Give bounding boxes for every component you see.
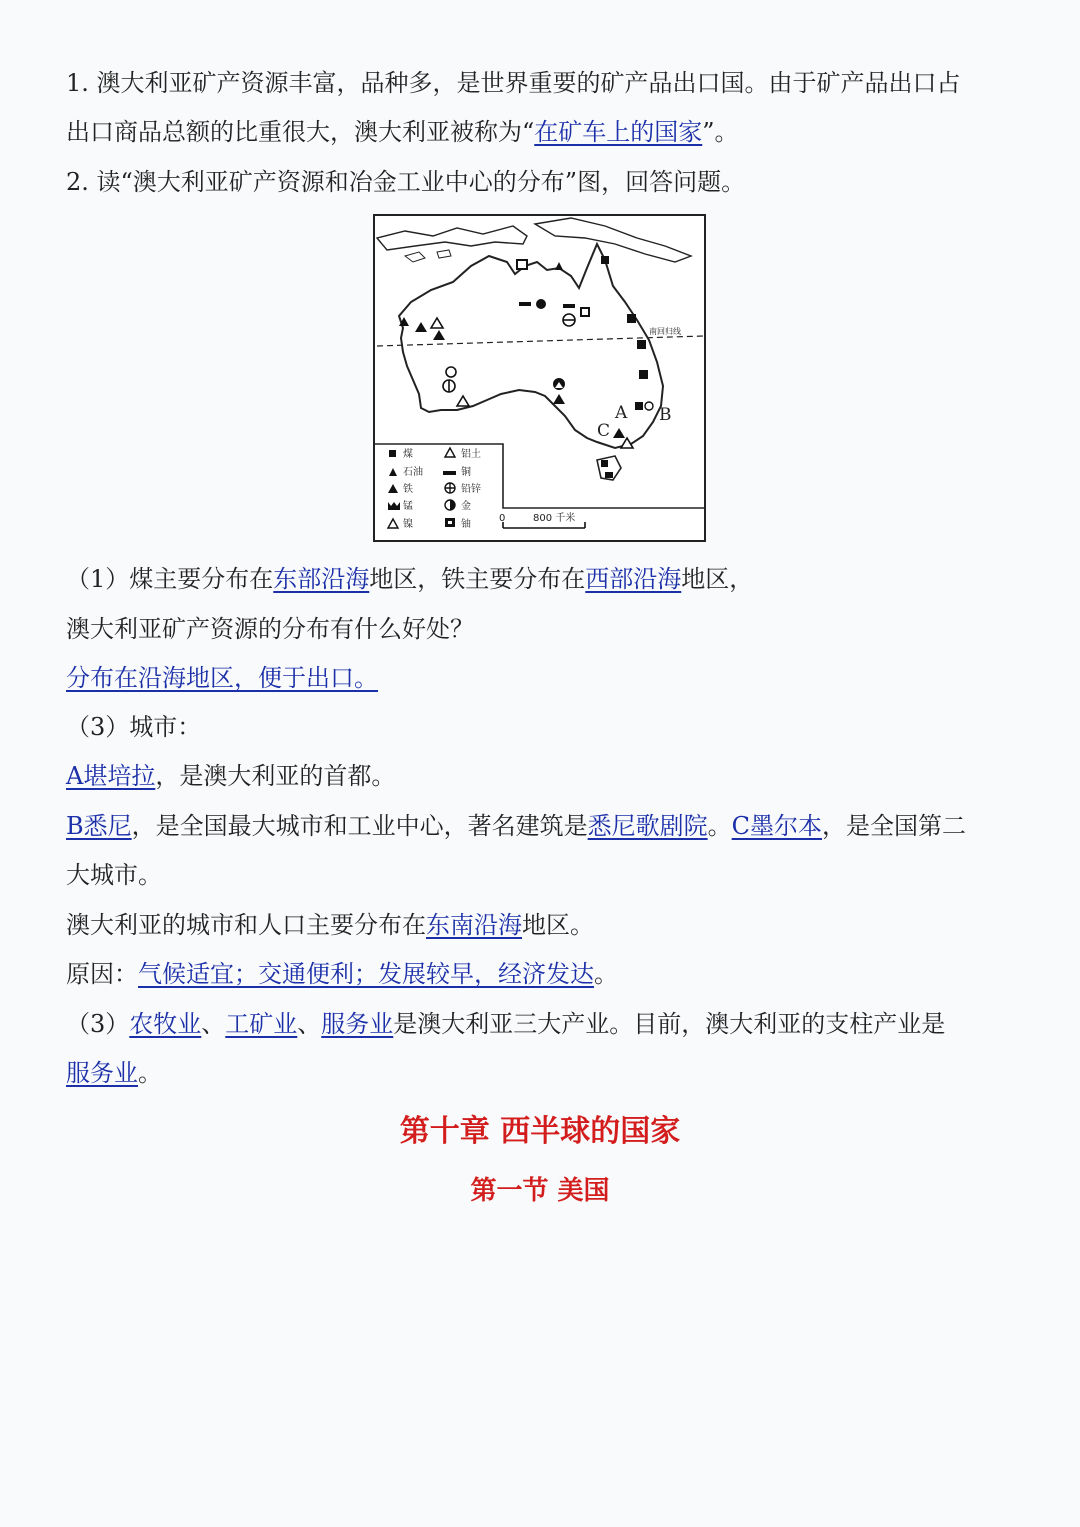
legend-gold: 金 <box>461 501 471 512</box>
legend-oil: 石油 <box>403 467 423 478</box>
p1-question: 澳大利亚矿产资源的分布有什么好处？ <box>66 615 474 643</box>
map-legend <box>388 447 481 530</box>
answer-blank: 工矿业 <box>225 1010 298 1038</box>
answer-blank: A堪培拉 <box>66 762 156 790</box>
p3-sydney: B悉尼，是全国最大城市和工业中心，著名建筑是悉尼歌剧院。C墨尔本，是全国第二 <box>66 812 967 840</box>
legend-manganese: 锰 <box>403 501 413 512</box>
city-label-b: B <box>659 405 672 425</box>
p3-canberra: A堪培拉，是澳大利亚的首都。 <box>66 762 396 790</box>
q1-line1: 1. 澳大利亚矿产资源丰富，品种多，是世界重要的矿产品出口国。由于矿产品出口占 <box>66 69 961 97</box>
answer-blank: B悉尼 <box>66 812 132 840</box>
legend-iron: 铁 <box>403 484 413 495</box>
p4-pillar: 服务业。 <box>66 1059 162 1087</box>
p3-heading: （3）城市： <box>66 713 202 741</box>
answer-blank: 气候适宜；交通便利；发展较早，经济发达 <box>138 960 594 988</box>
answer-blank: 悉尼歌剧院 <box>587 812 708 840</box>
p3-melbourne-cont: 大城市。 <box>66 861 162 889</box>
australia-minerals-map <box>373 214 706 542</box>
legend-nickel: 镍 <box>403 519 413 530</box>
answer-blank: 服务业 <box>321 1010 394 1038</box>
svg-text:800 千米: 800 千米 <box>533 513 576 524</box>
city-label-c: C <box>597 421 611 441</box>
section-title: 第一节 美国 <box>470 1176 610 1206</box>
answer-blank: 西部沿海 <box>585 565 682 593</box>
legend-lead-zinc: 铅锌 <box>461 484 481 495</box>
tropic-label: 南回归线 <box>649 327 681 336</box>
answer-blank: 农牧业 <box>129 1010 202 1038</box>
answer-blank: C墨尔本 <box>731 812 823 840</box>
p4-industries: （3）农牧业、工矿业、服务业是澳大利亚三大产业。目前，澳大利亚的支柱产业是 <box>66 1010 946 1038</box>
legend-coal: 煤 <box>403 449 413 460</box>
p3-distribution: 澳大利亚的城市和人口主要分布在东南沿海地区。 <box>66 911 594 939</box>
p1-line1: （1）煤主要分布在东部沿海地区，铁主要分布在西部沿海地区， <box>66 565 754 593</box>
p3-reason: 原因：气候适宜；交通便利；发展较早，经济发达。 <box>66 960 618 988</box>
answer-blank: 分布在沿海地区，便于出口。 <box>66 664 378 692</box>
legend-bauxite: 铝土 <box>461 449 481 460</box>
map-scale-bar <box>499 511 585 528</box>
answer-blank: 在矿车上的国家 <box>534 118 703 146</box>
answer-blank: 东部沿海 <box>273 565 370 593</box>
q1-line2: 出口商品总额的比重很大，澳大利亚被称为“在矿车上的国家”。 <box>66 118 739 146</box>
q2-intro: 2. 读“澳大利亚矿产资源和冶金工业中心的分布”图，回答问题。 <box>66 168 746 196</box>
city-label-a: A <box>615 403 628 423</box>
legend-uranium: 铀 <box>461 519 471 530</box>
answer-blank: 东南沿海 <box>426 911 522 939</box>
answer-blank: 服务业 <box>66 1059 138 1087</box>
legend-copper: 铜 <box>461 467 471 478</box>
chapter-title: 第十章 西半球的国家 <box>399 1114 681 1149</box>
p1-answer <box>66 661 1020 695</box>
svg-text:0: 0 <box>499 513 506 524</box>
